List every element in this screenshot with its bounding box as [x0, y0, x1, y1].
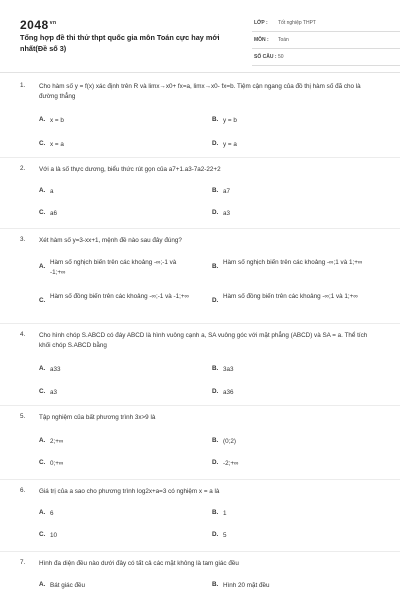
logo-text: 2048	[20, 18, 49, 32]
document-header	[20, 18, 380, 66]
option-letter: D.	[212, 531, 219, 538]
question-number: 2.	[20, 165, 26, 172]
option-letter: B.	[212, 365, 219, 372]
option-text: Hàm số nghịch biến trên các khoảng -∞;-1 và -1;+∞	[50, 259, 177, 276]
option-text: 0;+∞	[50, 460, 64, 467]
question-number: 3.	[20, 236, 26, 243]
exam-title: Tổng hợp đề thi thử thpt quốc gia môn Toán cực hay mới nhất(Đề số 3)	[20, 33, 220, 53]
option-text: a7	[223, 188, 231, 195]
question-number: 4.	[20, 331, 26, 338]
option-text: a36	[223, 389, 234, 396]
option-text: x = a	[50, 141, 64, 148]
option-text: a6	[50, 210, 58, 217]
option-letter: C.	[39, 388, 46, 395]
option-letter: B.	[212, 509, 219, 516]
option-text: 2;+∞	[50, 438, 64, 445]
logo-suffix: vn	[49, 20, 57, 26]
option-letter: D.	[212, 459, 219, 466]
question-text: Xét hàm số y=3-xx+1, mệnh đề nào sau đây đúng?	[39, 237, 182, 244]
option-letter: D.	[212, 140, 219, 147]
option-text: y = b	[223, 117, 237, 124]
question-number: 6.	[20, 487, 26, 494]
option-text: 1	[223, 510, 227, 517]
option-letter: C.	[39, 140, 46, 147]
option-text: Hàm số đồng biến trên các khoảng -∞;1 và 1;+∞	[223, 293, 358, 300]
option-letter: B.	[212, 437, 219, 444]
option-text: 3a3	[223, 366, 234, 373]
question-divider	[0, 551, 400, 552]
meta-label: MÔN :	[254, 37, 269, 43]
question-number: 1.	[20, 82, 26, 89]
question-number: 7.	[20, 559, 26, 566]
question-text: Cho hình chóp S.ABCD có đáy ABCD là hình vuông cạnh a, SA vuông góc với mặt phẳng (ABCD) và SA = a. Thể tích khối chóp S.ABCD bằng	[39, 332, 368, 349]
option-letter: B.	[212, 187, 219, 194]
option-letter: B.	[212, 581, 219, 588]
option-letter: C.	[39, 459, 46, 466]
meta-row-class	[252, 18, 400, 32]
option-letter: A.	[39, 365, 46, 372]
option-text: 5	[223, 532, 227, 539]
option-letter: A.	[39, 581, 46, 588]
option-letter: A.	[39, 116, 46, 123]
option-text: a3	[223, 210, 231, 217]
option-letter: D.	[212, 209, 219, 216]
option-letter: C.	[39, 531, 46, 538]
meta-row-count	[252, 52, 400, 66]
option-letter: C.	[39, 209, 46, 216]
question-divider	[0, 479, 400, 480]
meta-value: Toán	[278, 37, 289, 43]
option-text: a	[50, 188, 54, 195]
exam-meta	[252, 18, 400, 69]
question-text: Cho hàm số y = f(x) xác định trên R và limx→x0+ fx=a, limx→x0- fx=b. Tiệm cận ngang của đồ thị hàm số đã cho là đường thẳng	[39, 83, 361, 100]
option-letter: A.	[39, 187, 46, 194]
question-text: Tập nghiệm của bất phương trình 3x>9 là	[39, 414, 156, 421]
option-letter: D.	[212, 297, 219, 304]
option-text: Hàm số đồng biến trên các khoảng -∞;-1 và -1;+∞	[50, 293, 190, 300]
option-text: Hình 20 mặt đều	[223, 582, 270, 589]
question-divider	[0, 405, 400, 406]
question-divider	[0, 228, 400, 229]
option-letter: D.	[212, 388, 219, 395]
question-divider	[0, 323, 400, 324]
question-text: Với a là số thực dương, biểu thức rút gọn của a7+1.a3-7a2-22+2	[39, 166, 221, 173]
option-text: 10	[50, 532, 58, 539]
option-text: Hàm số nghịch biến trên các khoảng -∞;1 và 1;+∞	[223, 259, 363, 266]
option-text: a33	[50, 366, 61, 373]
option-letter: B.	[212, 263, 219, 270]
option-text: y = a	[223, 141, 237, 148]
option-letter: C.	[39, 297, 46, 304]
option-letter: A.	[39, 263, 46, 270]
option-text: x = b	[50, 117, 64, 124]
question-text: Hình đa diện đều nào dưới đây có tất cả các mặt không là tam giác đều	[39, 560, 239, 567]
option-text: Bát giác đều	[50, 582, 86, 589]
option-letter: A.	[39, 509, 46, 516]
meta-row-subject	[252, 35, 400, 49]
option-letter: B.	[212, 116, 219, 123]
option-text: -2;+∞	[223, 460, 239, 467]
meta-label: SỐ CÂU :	[254, 54, 277, 60]
question-number: 5.	[20, 413, 26, 420]
question-text: Giá trị của a sao cho phương trình log2x+a=3 có nghiệm x = a là	[39, 488, 220, 495]
header-divider	[0, 72, 400, 73]
meta-label: LỚP :	[254, 20, 268, 26]
meta-value: 50	[278, 54, 284, 60]
meta-value: Tốt nghiệp THPT	[278, 20, 316, 26]
option-letter: A.	[39, 437, 46, 444]
site-logo[interactable]	[20, 18, 57, 32]
option-text: 6	[50, 510, 54, 517]
question-divider	[0, 157, 400, 158]
option-text: (0;2)	[223, 438, 236, 445]
option-text: a3	[50, 389, 58, 396]
